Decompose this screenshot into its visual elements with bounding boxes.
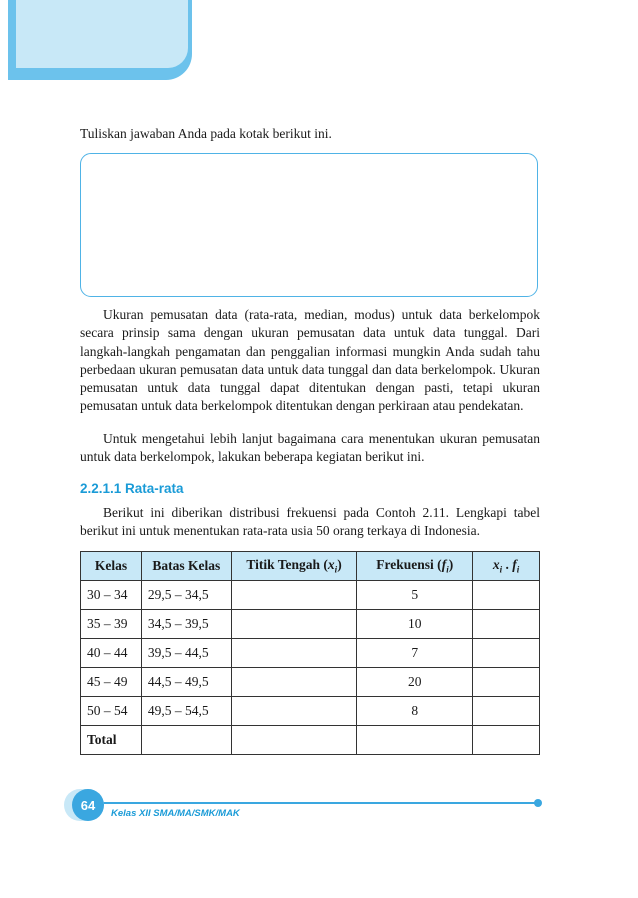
cell-frek: 7 <box>357 639 473 668</box>
table-row <box>81 581 540 610</box>
cell-batas: 34,5 – 39,5 <box>141 610 231 639</box>
cell-titik[interactable] <box>231 610 357 639</box>
cell-batas: 29,5 – 34,5 <box>141 581 231 610</box>
header-frek-sub: i <box>446 564 449 575</box>
table-row <box>81 668 540 697</box>
paragraph-central-tendency: Ukuran pemusatan data (rata-rata, median, modus) untuk data berkelompok secara prinsip sama dengan ukuran pemusatan data untuk data tunggal. Dari langkah-langkah pengamatan dan penggalian informasi mungkin Anda sudah tahu perbedaan ukuran pemusatan data untuk data tunggal dan data berkelompok. Ukuran pemusatan untuk data tunggal dapat ditentukan dengan pasti, tetapi ukuran pemusatan untuk data berkelompok ditentukan dengan perkiraan atau pendekatan. <box>80 307 540 414</box>
table-total-row <box>81 726 540 755</box>
header-kelas: Kelas <box>81 552 142 581</box>
header-xf-x: x <box>492 557 500 573</box>
header-batas-kelas: Batas Kelas <box>141 552 231 581</box>
header-titik-text: Titik Tengah ( <box>246 557 328 573</box>
table-row <box>81 697 540 726</box>
cell-total-label: Total <box>81 726 142 755</box>
paragraph-table-intro: Berikut ini diberikan distribusi frekuensi pada Contoh 2.11. Lengkapi tabel berikut ini untuk menentukan rata-rata usia 50 orang terkaya di Indonesia. <box>80 505 540 539</box>
cell-frek: 8 <box>357 697 473 726</box>
footer-book-title: Kelas XII SMA/MA/SMK/MAK <box>111 808 240 819</box>
header-titik-close: ) <box>337 557 342 573</box>
paragraph-further-activities: Untuk mengetahui lebih lanjut bagaimana cara menentukan ukuran pemusatan untuk data berkelompok, lakukan beberapa kegiatan berikut ini. <box>80 431 540 465</box>
header-titik-var: x <box>327 557 335 573</box>
answer-box[interactable] <box>80 153 538 297</box>
header-frek-close: ) <box>448 557 454 573</box>
cell-xf[interactable] <box>473 581 540 610</box>
header-xf-dot: . <box>502 557 513 573</box>
header-xf-xsub: i <box>499 564 503 575</box>
cell-total-titik <box>231 726 357 755</box>
cell-xf[interactable] <box>473 610 540 639</box>
cell-kelas: 35 – 39 <box>81 610 142 639</box>
header-xf-fsub: i <box>516 564 520 575</box>
section-heading: 2.2.1.1 Rata-rata <box>80 481 184 496</box>
header-frek-var: f <box>441 557 447 573</box>
cell-total-xf[interactable] <box>473 726 540 755</box>
cell-kelas: 50 – 54 <box>81 697 142 726</box>
header-frekuensi <box>357 552 473 581</box>
table-row <box>81 639 540 668</box>
header-tab-inner <box>16 0 188 68</box>
header-xf-f: f <box>512 557 517 573</box>
header-xi-fi <box>473 552 540 581</box>
cell-xf[interactable] <box>473 639 540 668</box>
cell-titik[interactable] <box>231 697 357 726</box>
table-header-row <box>81 552 540 581</box>
header-tab-decoration <box>8 0 192 80</box>
cell-batas: 44,5 – 49,5 <box>141 668 231 697</box>
header-titik-sub: i <box>334 564 338 575</box>
cell-total-frek[interactable] <box>357 726 473 755</box>
footer-rule-dot <box>534 799 542 807</box>
cell-total-batas <box>141 726 231 755</box>
cell-xf[interactable] <box>473 697 540 726</box>
header-frek-text: Frekuensi ( <box>376 557 442 573</box>
cell-titik[interactable] <box>231 581 357 610</box>
footer-rule <box>96 802 538 804</box>
cell-frek: 10 <box>357 610 473 639</box>
cell-kelas: 45 – 49 <box>81 668 142 697</box>
cell-frek: 5 <box>357 581 473 610</box>
cell-kelas: 30 – 34 <box>81 581 142 610</box>
header-titik-tengah <box>231 552 357 581</box>
frequency-table <box>80 551 540 755</box>
cell-xf[interactable] <box>473 668 540 697</box>
cell-batas: 49,5 – 54,5 <box>141 697 231 726</box>
cell-titik[interactable] <box>231 639 357 668</box>
cell-frek: 20 <box>357 668 473 697</box>
cell-batas: 39,5 – 44,5 <box>141 639 231 668</box>
cell-kelas: 40 – 44 <box>81 639 142 668</box>
page-number: 64 <box>72 789 104 821</box>
instruction-text: Tuliskan jawaban Anda pada kotak berikut ini. <box>80 126 332 141</box>
cell-titik[interactable] <box>231 668 357 697</box>
table-row <box>81 610 540 639</box>
